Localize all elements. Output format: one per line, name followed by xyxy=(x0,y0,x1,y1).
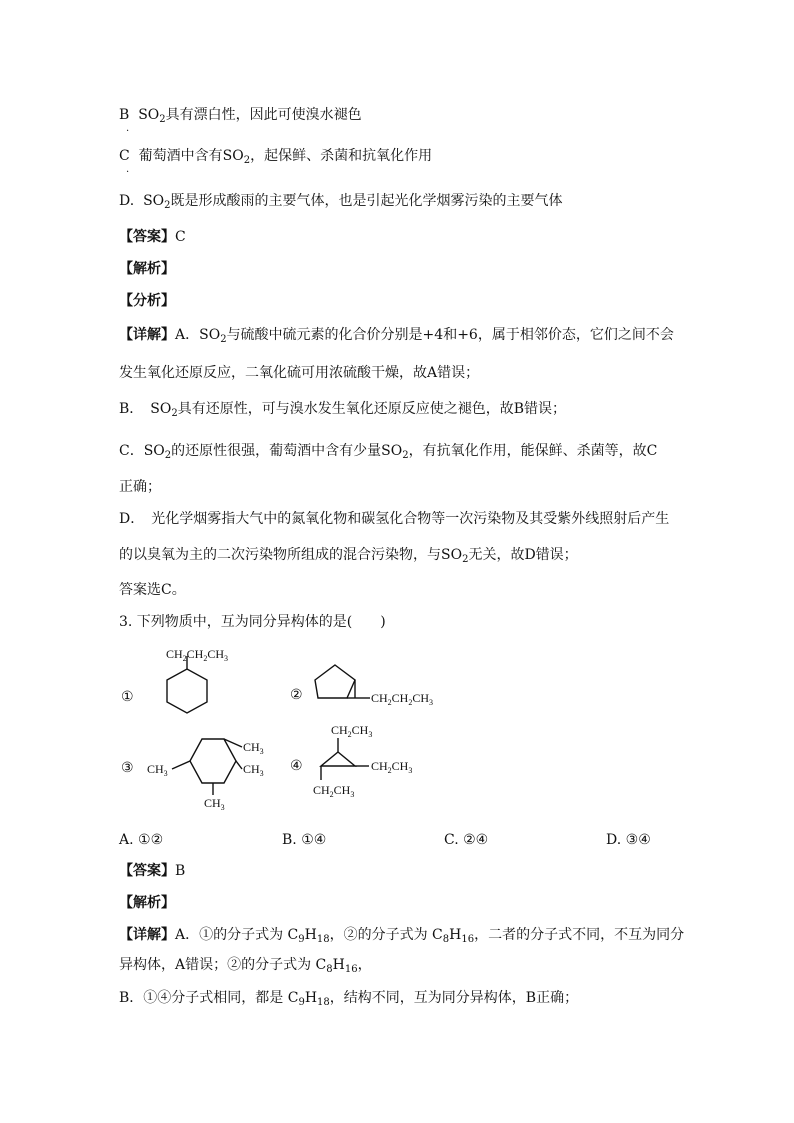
q2-option-c: C 葡萄酒中含有$SO_2$，起保鲜、杀菌和抗氧化作用 xyxy=(119,148,433,166)
q3-option-d: D. ③④ xyxy=(606,832,651,848)
detail-3-a-line2: 异构体，A错误；②的分子式为 $C_8H_{16}$， xyxy=(119,957,372,975)
structure-3-group-1: $CH_3$ xyxy=(243,740,264,756)
structure-4 xyxy=(305,718,435,803)
q3-stem: 3. 下列物质中，互为同分异构体的是( ) xyxy=(119,614,386,630)
structure-2-side-group: $CH_2CH_2CH_3$ xyxy=(371,691,434,707)
structure-4-group-3: $CH_2CH_3$ xyxy=(313,783,355,799)
q3-option-c: C. ②④ xyxy=(444,832,489,848)
analysis-heading-2: 【解析】 xyxy=(119,261,175,277)
structure-3-group-2: $CH_3$ xyxy=(243,762,264,778)
structure-3-group-3: $CH_3$ xyxy=(147,762,168,778)
structure-4-group-2: $CH_2CH_3$ xyxy=(371,759,413,775)
structure-label-2: ② xyxy=(290,687,303,703)
q2-option-b: B $SO_2$具有漂白性，因此可使溴水褪色 xyxy=(119,107,362,125)
structure-1 xyxy=(140,640,260,720)
detail-2-d-line1: D． 光化学烟雾指大气中的氮氧化物和碳氢化合物等一次污染物及其受紫外线照射后产生 xyxy=(119,511,670,527)
detail-2-c-line1: C．$SO_2$的还原性很强，葡萄酒中含有少量$SO_2$，有抗氧化作用，能保鲜、杀菌等，故C xyxy=(119,443,658,461)
detail-2-d-line2: 的以臭氧为主的二次污染物所组成的混合污染物，与$SO_2$无关，故D错误； xyxy=(119,547,578,565)
detail-2-a-line2: 发生氧化还原反应，二氧化硫可用浓硫酸干燥，故A错误； xyxy=(119,365,480,381)
structure-3-group-4: $CH_3$ xyxy=(204,796,225,812)
detail-2-final: 答案选C。 xyxy=(119,582,186,598)
fenxi-heading-2: 【分析】 xyxy=(119,293,175,309)
detail-2-a-line1: 【详解】A．$SO_2$与硫酸中硫元素的化合价分别是+4和+6，属于相邻价态，它们之间不会 xyxy=(119,327,674,345)
q3-option-b: B. ①④ xyxy=(282,832,327,848)
detail-2-b: B． $SO_2$具有还原性，可与溴水发生氧化还原反应使之褪色，故B错误； xyxy=(119,401,567,419)
structure-label-4: ④ xyxy=(290,758,303,774)
structure-2 xyxy=(310,660,450,710)
structure-label-3: ③ xyxy=(121,760,134,776)
answer-3: 【答案】B xyxy=(119,863,186,879)
q3-option-a: A. ①② xyxy=(119,832,164,848)
structure-4-group-1: $CH_2CH_3$ xyxy=(331,723,373,739)
detail-3-b: B．①④分子式相同，都是 $C_9H_{18}$，结构不同，互为同分异构体，B正确； xyxy=(119,990,579,1008)
structure-3 xyxy=(140,725,280,815)
answer-2: 【答案】C xyxy=(119,229,186,245)
q2-option-c-dot: . xyxy=(126,164,130,175)
analysis-heading-3: 【解析】 xyxy=(119,895,175,911)
q2-option-b-dot: . xyxy=(126,123,130,134)
detail-3-a-line1: 【详解】A．①的分子式为 $C_9H_{18}$，②的分子式为 $C_8H_{16}$，二者的分子式不同，不互为同分 xyxy=(119,927,685,945)
detail-2-c-line2: 正确； xyxy=(119,479,161,495)
structure-1-top-group: $CH_2CH_2CH_3$ xyxy=(166,647,229,663)
q2-option-d: D. $SO_2$既是形成酸雨的主要气体，也是引起光化学烟雾污染的主要气体 xyxy=(119,193,563,211)
structure-label-1: ① xyxy=(121,689,134,705)
